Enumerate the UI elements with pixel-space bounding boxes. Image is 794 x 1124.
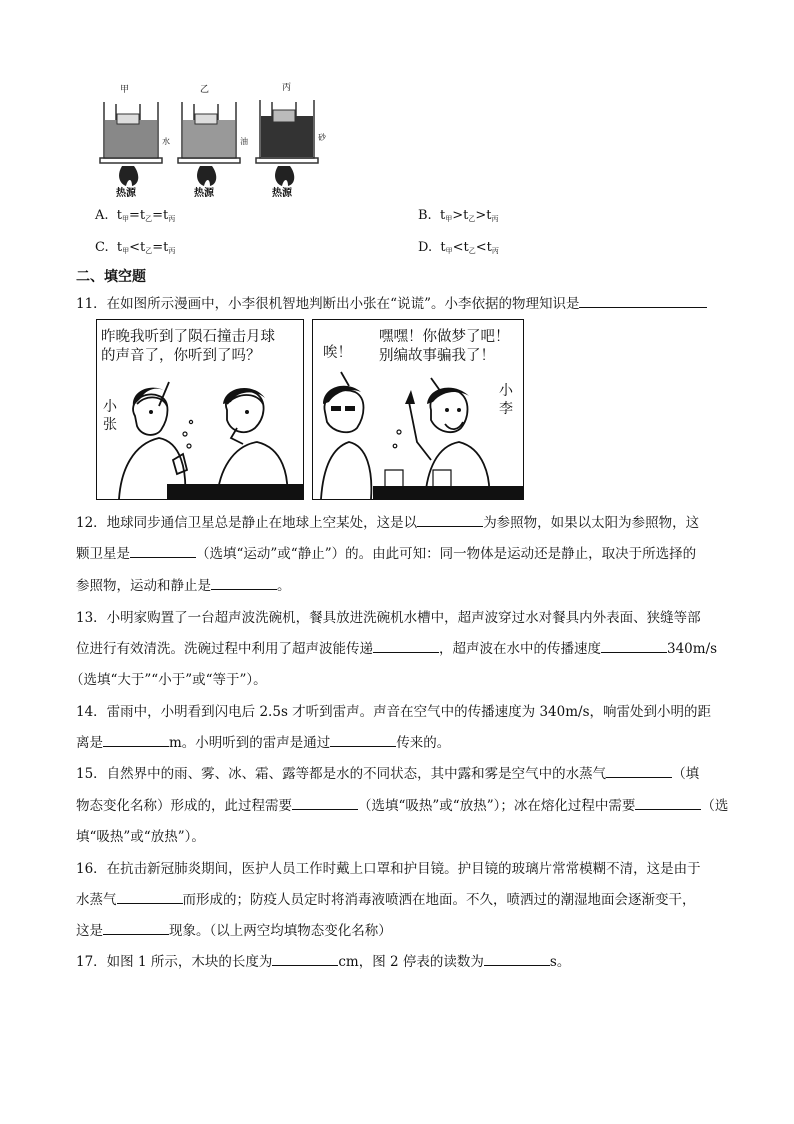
question-14-line2: 离是 m。小明听到的雷声是通过 传来的。 [76, 731, 794, 751]
question-16-line3: 这是 现象。（以上两空均填物态变化名称） [76, 919, 794, 939]
question-15-line3: 填“吸热”或“放热”）。 [76, 829, 205, 845]
q15-blank-2[interactable] [292, 795, 358, 810]
beaker-side-label-2: 油 [240, 137, 248, 146]
q11-text: 11．在如图所示漫画中，小李很机智地判断出小张在“说谎”。小李依据的物理知识是 [76, 296, 580, 312]
beaker-diagram [96, 80, 336, 198]
beaker-label-3: 丙 [282, 83, 292, 93]
heat-source-label-3: 热源 [272, 188, 292, 199]
q14-blank-1[interactable] [103, 732, 169, 747]
question-15-line2: 物态变化名称）形成的，此过程需要 （选填“吸热”或“放热”）；冰在熔化过程中需要 （选 [76, 794, 794, 814]
option-c: C. $t_甲<t_乙=t_丙$ [95, 240, 176, 255]
question-14-line1: 14．雷雨中，小明看到闪电后 2.5s 才听到雷声。声音在空气中的传播速度为 340m/s，响雷处到小明的距 [76, 704, 711, 720]
question-13-line3: （选填“大于”“小于”或“等于”）。 [70, 672, 267, 688]
left-name: 小 张 [103, 399, 117, 433]
q12-blank-1[interactable] [417, 512, 483, 527]
question-16-line1: 16．在抗击新冠肺炎期间，医护人员工作时戴上口罩和护目镜。护目镜的玻璃片常常模糊不清，这是由于 [76, 861, 701, 877]
q13-blank-1[interactable] [373, 638, 439, 653]
beaker-side-label-1: 水 [162, 137, 170, 146]
right-exclaim: 唉！ [323, 345, 352, 361]
q11-blank[interactable] [579, 293, 707, 308]
q13-blank-2[interactable] [601, 638, 667, 653]
option-d: D. $t_甲<t_乙<t_丙$ [418, 240, 499, 255]
option-a: A. $t_甲=t_乙=t_丙$ [95, 208, 176, 223]
question-13-line2: 位进行有效清洗。洗碗过程中利用了超声波能传递 ，超声波在水中的传播速度 340m/s [76, 637, 794, 657]
beaker-label-2: 乙 [200, 85, 210, 95]
comic-panel-left [96, 319, 304, 500]
q17-blank-2[interactable] [484, 951, 550, 966]
comic-left-drawing [97, 320, 303, 499]
beaker-figure [96, 80, 336, 198]
q14-blank-2[interactable] [330, 732, 396, 747]
question-15-line1: 15．自然界中的雨、雾、冰、霜、露等都是水的不同状态，其中露和雾是空气中的水蒸气 （填 [76, 762, 794, 782]
heat-source-label-1: 热源 [116, 188, 136, 199]
beaker-side-label-3: 砂 [318, 133, 326, 142]
question-12-line1: 12．地球同步通信卫星总是静止在地球上空某处，这是以 为参照物，如果以太阳为参照物，这 [76, 511, 794, 531]
option-b: B. $t_甲>t_乙>t_丙$ [418, 208, 499, 223]
section-title: 二、填空题 [76, 269, 146, 285]
question-16-line2: 水蒸气 而形成的；防疫人员定时将消毒液喷洒在地面。不久，喷洒过的潮湿地面会逐渐变干， [76, 888, 794, 908]
right-name: 小 李 [499, 383, 513, 417]
left-speech: 昨晚我听到了陨石撞击月球 的声音了，你听到了吗？ [101, 329, 275, 364]
right-speech: 嘿嘿！你做梦了吧！ 别编故事骗我了！ [379, 329, 510, 364]
q16-blank-1[interactable] [117, 889, 183, 904]
q15-blank-3[interactable] [635, 795, 701, 810]
question-12-line3: 参照物，运动和静止是 。 [76, 574, 794, 594]
q17-blank-1[interactable] [272, 951, 338, 966]
question-12-line2: 颗卫星是 （选填“运动”或“静止”）的。由此可知：同一物体是运动还是静止，取决于所选择的 [76, 542, 794, 562]
comic-panel-right [312, 319, 524, 500]
heat-source-label-2: 热源 [194, 188, 214, 199]
q15-blank-1[interactable] [606, 763, 672, 778]
question-17: 17．如图 1 所示，木块的长度为 cm，图 2 停表的读数为 s。 [76, 950, 794, 970]
q12-blank-3[interactable] [211, 575, 277, 590]
question-11 [76, 292, 707, 312]
question-13-line1: 13．小明家购置了一台超声波洗碗机，餐具放进洗碗机水槽中，超声波穿过水对餐具内外表面、狭缝等部 [76, 610, 701, 626]
comic-right-drawing [313, 320, 523, 499]
q12-blank-2[interactable] [130, 543, 196, 558]
beaker-label-1: 甲 [120, 85, 130, 95]
q16-blank-2[interactable] [103, 920, 169, 935]
